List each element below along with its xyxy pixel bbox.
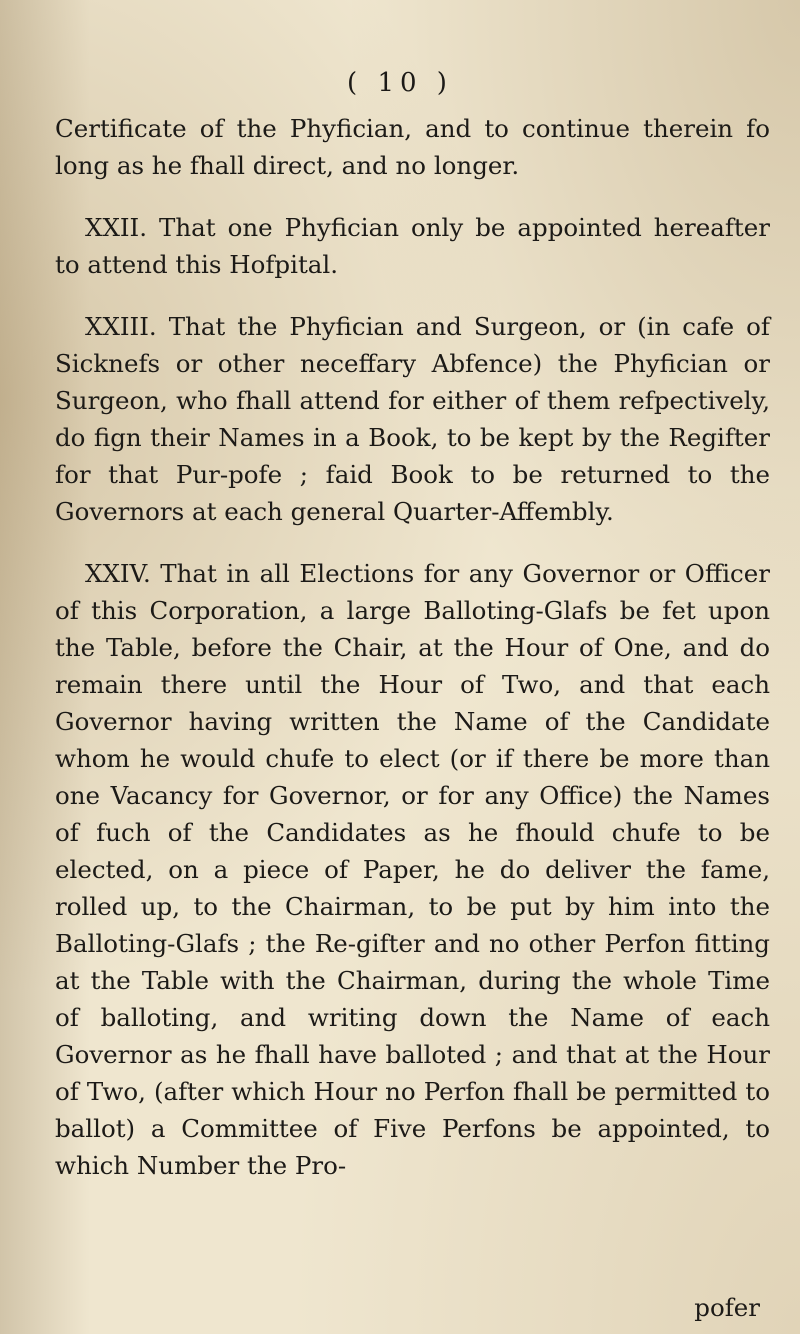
paragraph-article-22: XXII. That one Phyfician only be appointed hereafter to attend this Hofpital. bbox=[55, 213, 770, 279]
paragraph-article-24: XXIV. That in all Elections for any Governor or Officer of this Corporation, a large Balloting-Glafs be fet upon the Table, before the Chair, at the Hour of One, and do remain there until the Hour of Two, and that each Governor having written the Name of the Candidate whom he would chufe to elect (or if there be more than one Vacancy for Governor, or for any Office) the Names of fuch of the Candidates as he fhould chufe to be elected, on a piece of Paper, he do deliver the fame, rolled up, to the Chairman, to be put by him into the Balloting-Glafs ; the Re-gifter and no other Perfon fitting at the Table with the Chairman, during the whole Time of balloting, and writing down the Name of each Governor as he fhall have balloted ; and that at the Hour of Two, (after which Hour no Perfon fhall be permitted to ballot) a Committee of Five Perfons be appointed, to which Number the Pro- bbox=[55, 559, 770, 1180]
page-number: ( 10 ) bbox=[347, 68, 453, 98]
paragraph-continuation: Certificate of the Phyfician, and to continue therein fo long as he fhall direct, and no longer. bbox=[55, 114, 770, 180]
paragraph-article-23: XXIII. That the Phyfician and Surgeon, or (in cafe of Sicknefs or other neceffary Abfence) the Phyfician or Surgeon, who fhall attend for either of them refpectively, do fign their Names in a Book, to be kept by the Regifter for that Pur-pofe ; faid Book to be returned to the Governors at each general Quarter-Affembly. bbox=[55, 312, 770, 526]
body-text bbox=[55, 110, 770, 1184]
catchword: pofer bbox=[694, 1293, 760, 1322]
